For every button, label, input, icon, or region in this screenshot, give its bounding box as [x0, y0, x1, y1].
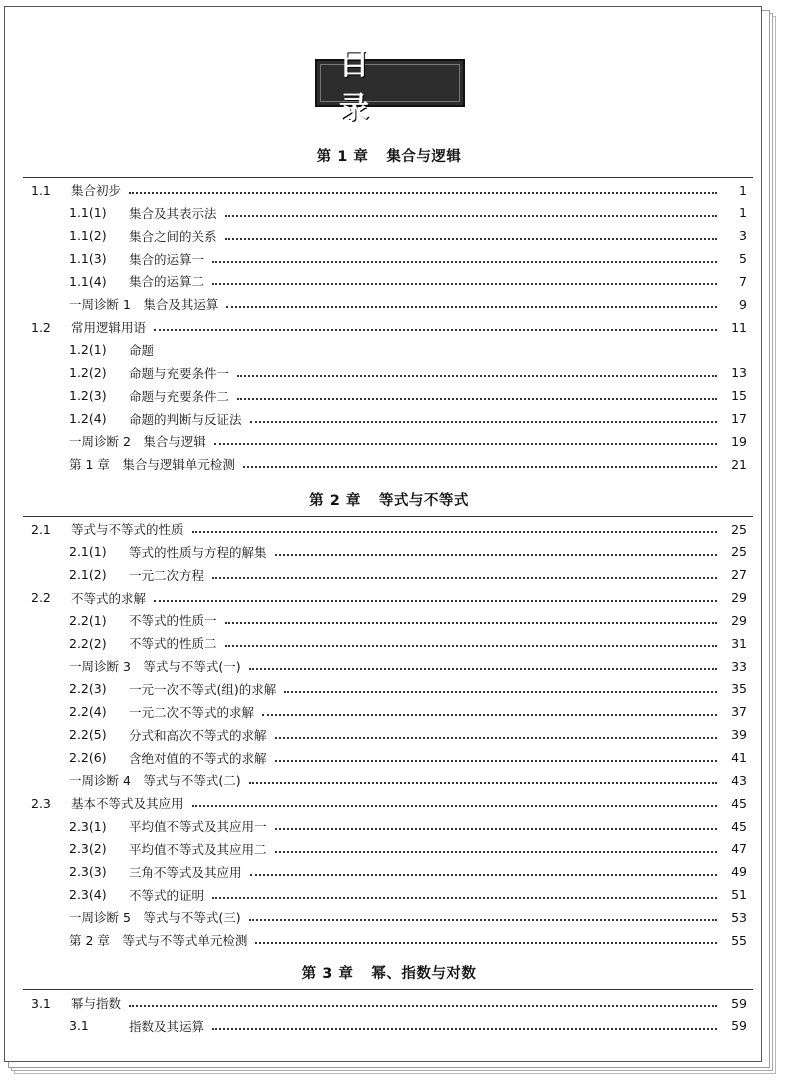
entry-number: 1.2	[31, 319, 51, 335]
dot-leader	[212, 259, 717, 263]
entry-title: 一周诊断 3 等式与不等式(一)	[69, 659, 241, 675]
entry-page-number: 39	[731, 727, 747, 743]
entry-page-number: 53	[731, 909, 747, 925]
entry-title: 一周诊断 2 集合与逻辑	[69, 434, 206, 450]
toc-subsection-entry[interactable]	[31, 386, 747, 406]
entry-title: 基本不等式及其应用	[71, 796, 184, 812]
dot-leader	[192, 529, 717, 533]
entry-title: 一元二次不等式的求解	[129, 704, 255, 720]
dot-leader	[275, 849, 717, 853]
toc-subsection-entry[interactable]	[31, 409, 747, 429]
toc-subsection-entry[interactable]	[31, 679, 747, 699]
entry-title: 平均值不等式及其应用二	[129, 841, 267, 857]
chapter-divider	[23, 177, 753, 178]
entry-title: 不等式的性质一	[129, 613, 217, 629]
entry-page-number: 21	[731, 456, 747, 472]
entry-number: 2.2(5)	[69, 727, 107, 743]
entry-number: 1.1(2)	[69, 228, 107, 244]
entry-page-number: 51	[731, 887, 747, 903]
entry-page-number: 9	[739, 296, 747, 312]
toc-subsection-entry[interactable]	[31, 565, 747, 585]
dot-leader	[255, 940, 717, 944]
chapter-divider	[23, 516, 753, 517]
entry-page-number: 11	[731, 319, 747, 335]
dot-leader	[225, 236, 717, 240]
chapter-number: 第 1 章	[316, 149, 369, 165]
entry-page-number: 29	[731, 612, 747, 628]
entry-page-number: 27	[731, 567, 747, 583]
entry-number: 2.2	[31, 590, 51, 606]
entry-title: 命题与充要条件二	[129, 388, 230, 404]
entry-title: 不等式的性质二	[129, 636, 217, 652]
book-page-stack	[4, 6, 780, 1076]
entry-page-number: 59	[731, 995, 747, 1011]
entry-number: 3.1	[69, 1018, 89, 1034]
dot-leader	[275, 826, 717, 830]
toc-subsection-entry[interactable]	[31, 656, 747, 676]
dot-leader	[250, 872, 717, 876]
entry-title: 幂与指数	[71, 996, 122, 1011]
entry-title: 不等式的求解	[71, 590, 147, 606]
entry-number: 2.2(6)	[69, 750, 107, 765]
toc-subsection-entry[interactable]	[31, 633, 747, 653]
entry-title: 第 2 章 等式与不等式单元检测	[69, 933, 248, 949]
entry-number: 2.2(4)	[69, 704, 107, 720]
entry-title: 命题	[129, 342, 155, 358]
entry-title: 第 1 章 集合与逻辑单元检测	[69, 457, 235, 473]
entry-title: 等式的性质与方程的解集	[129, 544, 267, 560]
entry-page-number: 45	[731, 818, 747, 834]
entry-page-number: 3	[739, 228, 747, 244]
toc-subsection-entry[interactable]	[31, 862, 747, 882]
entry-page-number: 19	[731, 433, 747, 449]
chapter-title: 等式与不等式	[378, 493, 469, 509]
chapter-heading	[31, 962, 747, 983]
toc-subsection-entry[interactable]	[31, 454, 747, 474]
entry-title: 分式和高次不等式的求解	[129, 727, 267, 743]
entry-number: 1.1(3)	[69, 251, 107, 267]
entry-title: 集合之间的关系	[129, 228, 217, 244]
entry-title: 一周诊断 4 等式与不等式(二)	[69, 773, 241, 789]
chapter-number: 第 3 章	[301, 966, 354, 982]
dot-leader	[212, 895, 717, 899]
entry-number: 2.3	[31, 795, 51, 811]
entry-page-number: 45	[731, 795, 747, 811]
dot-leader	[129, 1003, 717, 1007]
entry-page-number: 17	[731, 411, 747, 426]
entry-number: 2.2(1)	[69, 612, 107, 628]
entry-page-number: 7	[739, 273, 747, 289]
entry-title: 含绝对值的不等式的求解	[129, 750, 267, 766]
entry-title: 三角不等式及其应用	[129, 864, 242, 880]
dot-leader	[154, 598, 717, 602]
chapter-divider	[23, 989, 753, 990]
toc-section-entry[interactable]	[31, 588, 747, 608]
toc-subsection-entry[interactable]	[31, 725, 747, 745]
entry-page-number: 37	[731, 704, 747, 720]
entry-page-number: 49	[731, 864, 747, 880]
entry-page-number: 33	[731, 658, 747, 674]
entry-page-number: 55	[731, 932, 747, 948]
entry-page-number: 15	[731, 388, 747, 404]
entry-page-number: 1	[739, 205, 747, 221]
entry-title: 一元一次不等式(组)的求解	[129, 681, 277, 697]
toc-page	[4, 6, 762, 1062]
dot-leader	[275, 735, 717, 739]
toc-subsection-entry[interactable]	[31, 816, 747, 836]
entry-page-number: 47	[731, 841, 747, 857]
entry-title: 平均值不等式及其应用一	[129, 819, 267, 835]
entry-title: 等式与不等式的性质	[71, 522, 184, 537]
dot-leader	[284, 689, 717, 693]
toc-section-entry[interactable]	[31, 317, 747, 337]
toc-subsection-entry[interactable]	[31, 1016, 747, 1036]
entry-number: 1.2(2)	[69, 365, 107, 381]
toc-title: 目 录	[339, 47, 391, 126]
entry-page-number: 5	[739, 251, 747, 267]
dot-leader	[225, 620, 717, 624]
entry-page-number: 13	[731, 365, 747, 381]
entry-page-number: 25	[731, 544, 747, 560]
toc-subsection-entry[interactable]	[31, 226, 747, 246]
dot-leader	[275, 552, 717, 556]
entry-page-number: 43	[731, 772, 747, 788]
entry-title: 命题与充要条件一	[129, 365, 230, 381]
entry-title: 一周诊断 1 集合及其运算	[69, 297, 219, 313]
entry-page-number: 29	[731, 590, 747, 606]
dot-leader	[249, 666, 717, 670]
entry-page-number: 35	[731, 681, 747, 697]
entry-number: 2.3(2)	[69, 841, 107, 857]
toc-section-entry[interactable]	[31, 180, 747, 200]
entry-title: 不等式的证明	[129, 887, 205, 903]
toc-subsection-entry[interactable]	[31, 610, 747, 630]
chapter-heading	[31, 145, 747, 166]
entry-title: 集合的运算二	[129, 274, 205, 290]
dot-leader	[192, 803, 717, 807]
dot-leader	[249, 780, 717, 784]
entry-number: 2.1	[31, 521, 51, 537]
toc-subsection-entry[interactable]	[31, 839, 747, 859]
toc-subsection-entry[interactable]	[31, 363, 747, 383]
entry-title: 集合的运算一	[129, 251, 205, 267]
entry-page-number: 1	[739, 182, 747, 198]
dot-leader	[275, 758, 717, 762]
dot-leader	[225, 643, 717, 647]
toc-subsection-entry[interactable]	[31, 930, 747, 950]
entry-number: 2.3(4)	[69, 887, 107, 903]
dot-leader	[237, 373, 717, 377]
entry-number: 1.1(1)	[69, 205, 107, 221]
toc-subsection-entry[interactable]	[31, 249, 747, 269]
toc-subsection-entry[interactable]	[31, 907, 747, 927]
toc-section-entry[interactable]	[31, 519, 747, 539]
entry-number: 2.2(2)	[69, 635, 107, 651]
dot-leader	[226, 304, 717, 308]
dot-leader	[212, 281, 717, 285]
toc-section-entry[interactable]	[31, 993, 747, 1013]
dot-leader	[262, 712, 717, 716]
toc-subsection-entry[interactable]	[31, 748, 747, 768]
entry-number: 2.2(3)	[69, 681, 107, 697]
entry-title: 常用逻辑用语	[71, 320, 147, 336]
dot-leader	[249, 917, 717, 921]
entry-number: 2.1(2)	[69, 567, 107, 583]
entry-number: 2.3(1)	[69, 818, 107, 834]
chapter-number: 第 2 章	[309, 493, 361, 509]
toc-subsection-entry[interactable]	[31, 271, 747, 291]
entry-page-number: 41	[731, 750, 747, 765]
toc-subsection-entry[interactable]	[31, 340, 747, 360]
entry-title: 一周诊断 5 等式与不等式(三)	[69, 910, 241, 926]
entry-title: 指数及其运算	[129, 1018, 205, 1034]
dot-leader	[243, 464, 717, 468]
dot-leader	[129, 190, 717, 194]
entry-number: 1.1	[31, 182, 51, 198]
entry-title: 命题的判断与反证法	[129, 411, 242, 427]
toc-subsection-entry[interactable]	[31, 702, 747, 722]
dot-leader	[237, 396, 717, 400]
toc-subsection-entry[interactable]	[31, 770, 747, 790]
entry-page-number: 25	[731, 521, 747, 537]
entry-number: 3.1	[31, 995, 51, 1011]
dot-leader	[212, 575, 717, 579]
dot-leader	[162, 351, 717, 353]
entry-title: 集合初步	[71, 183, 122, 198]
entry-page-number: 59	[731, 1018, 747, 1034]
entry-number: 2.1(1)	[69, 544, 107, 560]
dot-leader	[225, 213, 717, 217]
entry-title: 集合及其表示法	[129, 205, 217, 221]
entry-number: 1.1(4)	[69, 273, 107, 289]
toc-subsection-entry[interactable]	[31, 885, 747, 905]
toc-subsection-entry[interactable]	[31, 294, 747, 314]
chapter-heading	[31, 489, 747, 510]
entry-number: 2.3(3)	[69, 864, 107, 880]
toc-subsection-entry[interactable]	[31, 431, 747, 451]
toc-subsection-entry[interactable]	[31, 542, 747, 562]
chapter-title: 幂、指数与对数	[371, 966, 477, 982]
entry-number: 1.2(4)	[69, 411, 107, 426]
dot-leader	[212, 1026, 717, 1030]
chapter-title: 集合与逻辑	[386, 149, 462, 165]
dot-leader	[250, 419, 717, 423]
entry-title: 一元二次方程	[129, 567, 205, 583]
entry-page-number: 31	[731, 635, 747, 651]
toc-subsection-entry[interactable]	[31, 203, 747, 223]
dot-leader	[214, 441, 717, 445]
entry-number: 1.2(3)	[69, 388, 107, 404]
entry-number: 1.2(1)	[69, 342, 107, 358]
dot-leader	[154, 327, 717, 331]
toc-title-plate	[315, 47, 465, 126]
toc-section-entry[interactable]	[31, 793, 747, 813]
